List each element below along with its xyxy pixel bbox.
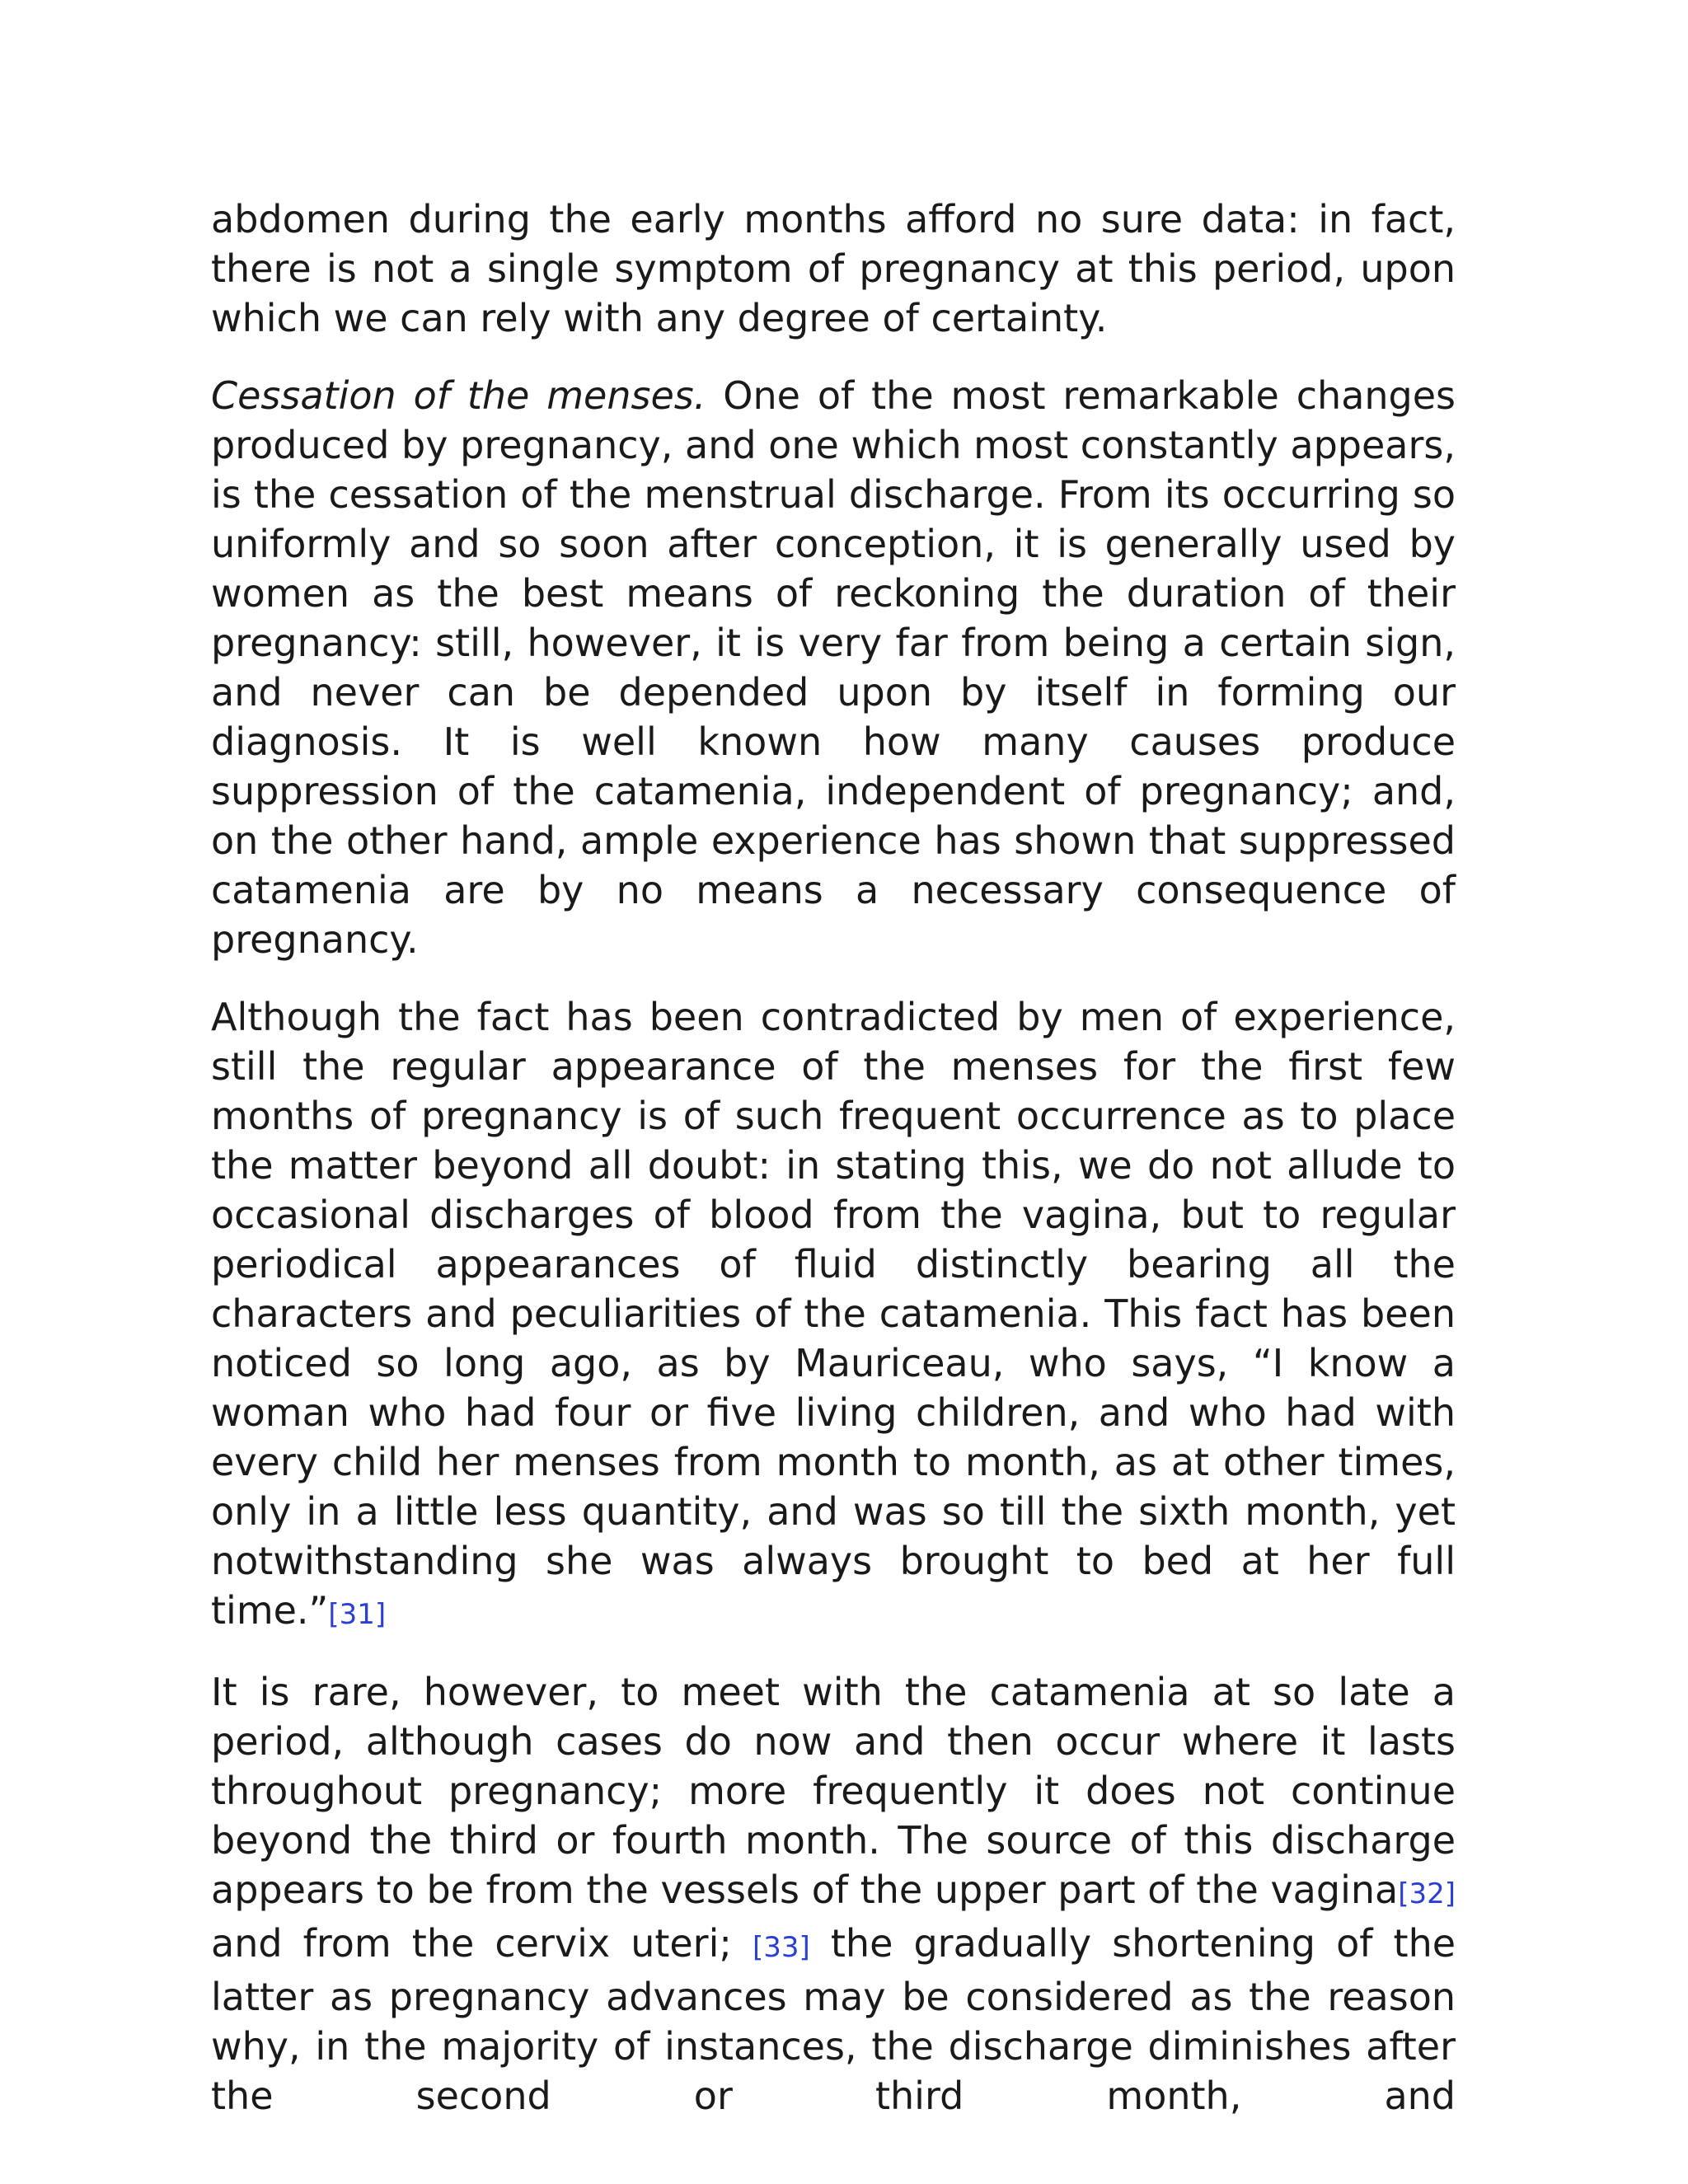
paragraph-2-text: One of the most remarkable changes produced by pregnancy, and one which most constantly appears, is the cessation of the menstrual discharge. From its occurring so uniformly and so soon after conception, it is generally used by women as the best means of reckoning the duration of their pregnancy: still, however, it is very far from being a certain sign, and never can be depended upon by itself in forming our diagnosis. It is well known how many causes produce suppression of the catamenia, independent of pregnancy; and, on the other hand, ample experience has shown that suppressed catamenia are by no means a necessary consequence of pregnancy. xyxy=(211,373,1456,962)
paragraph-3-text: Although the fact has been contradicted by men of experience, still the regular appearance of the menses for the first few months of pregnancy is of such frequent occurrence as to place the matter beyond all doubt: in stating this, we do not allude to occasional discharges of blood from the vagina, but to regular periodical appearances of fluid distinctly bearing all the characters and peculiarities of the catamenia. This fact has been noticed so long ago, as by Mauriceau, who says, “I know a woman who had four or five living children, and who had with every child her menses from month to month, as at other times, only in a little less quantity, and was so till the sixth month, yet notwithstanding she was always brought to bed at her full time.” xyxy=(211,995,1456,1633)
paragraph-4 xyxy=(211,1667,1456,2121)
paragraph-4-text-b: and from the cervix uteri; xyxy=(211,1921,732,1966)
section-lead-italic: Cessation of the menses. xyxy=(211,373,706,418)
footnote-link-32[interactable]: [32] xyxy=(1398,1877,1456,1910)
paragraph-3 xyxy=(211,992,1456,1639)
paragraph-4-text-a: It is rare, however, to meet with the catamenia at so late a period, although cases do now and then occur where it lasts throughout pregnancy; more frequently it does not continue beyond the third or fourth month. The source of this discharge appears to be from the vessels of the upper part of the vagina xyxy=(211,1670,1456,1912)
paragraph-2 xyxy=(211,371,1456,964)
paragraph-1 xyxy=(211,194,1456,343)
footnote-link-33[interactable]: [33] xyxy=(753,1931,810,1964)
paragraph-1-text: abdomen during the early months afford no sure data: in fact, there is not a single symptom of pregnancy at this period, upon which we can rely with any degree of certainty. xyxy=(211,197,1456,340)
document-page xyxy=(211,194,1456,2149)
footnote-link-31[interactable]: [31] xyxy=(328,1598,387,1631)
paragraph-4-text-c: the gradually shortening of the latter as pregnancy advances may be considered as the reason why, in the majority of instances, the discharge diminishes after the second or third month, and xyxy=(211,1921,1456,2118)
